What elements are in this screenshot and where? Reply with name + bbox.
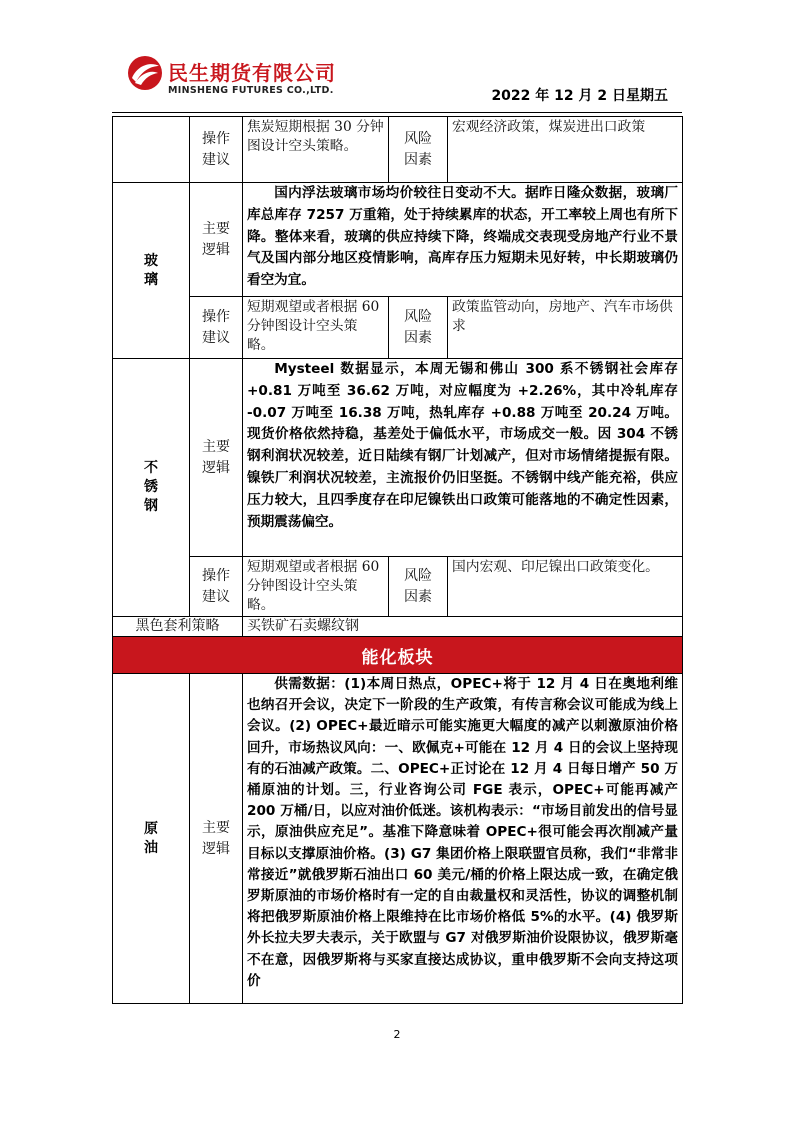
glass-logic-text: 国内浮法玻璃市场均价较往日变动不大。据昨日隆众数据，玻璃厂库总库存 7257 万重箱，处于持续累库的状态，开工率较上周也有所下降。整体来看，玻璃的供应持续下降，终端成交表现受房地产行业不景气及国内部分地区疫情影响，高库存压力短期未见好转，中长期玻璃仍看空为宜。 — [243, 183, 683, 297]
minsheng-logo-icon — [126, 54, 164, 92]
company-name-cn: 民生期货有限公司 — [168, 61, 336, 85]
glass-category: 玻 璃 — [113, 183, 190, 359]
glass-risk-text: 政策监管动向，房地产、汽车市场供求 — [448, 297, 683, 359]
report-date: 2022 年 12 月 2 日星期五 — [491, 88, 668, 104]
coke-operation-row — [113, 117, 683, 183]
header-divider — [112, 112, 682, 113]
crude-logic-text: 供需数据：(1)本周日热点，OPEC+将于 12 月 4 日在奥地利维也纳召开会议，决定下一阶段的生产政策，有传言称会议可能成为线上会议。(2) OPEC+最近暗示可能实施更大幅度的减产以刺激原油价格回升，市场热议风向：一、欧佩克+可能在 12 月 4 日的会议上坚持现有的石油减产政策。二、OPEC+正讨论在 12 月 4 日每日增产 50 万桶原油的计划。三，行业咨询公司 FGE 表示，OPEC+可能再减产 200 万桶/日，以应对油价低迷。该机构表示：“市场目前发出的信号显示，原油供应充足”。基准下降意味着 OPEC+很可能会再次削减产量目标以支撑原油价格。(3) G7 集团价格上限联盟官员称，我们“非常非常接近”就俄罗斯石油出口 60 美元/桶的价格上限达成一致，在确定俄罗斯原油的市场价格时有一定的自由裁量权和灵活性，协议的调整机制将把俄罗斯原油价格上限维持在比市场价格低 5%的水平。(4) 俄罗斯外长拉夫罗夫表示，关于欧盟与 G7 对俄罗斯油价设限协议，俄罗斯毫不在意，因俄罗斯将与买家直接达成协议，重申俄罗斯不会向支持这项价 — [243, 674, 683, 1004]
risk-label: 风险 因素 — [389, 297, 448, 359]
stainless-operation-row — [113, 557, 683, 617]
company-logo — [126, 54, 366, 104]
coke-category-cell — [113, 117, 190, 183]
stainless-logic-row — [113, 359, 683, 557]
operation-label: 操作 建议 — [190, 557, 243, 617]
stainless-category: 不 锈 钢 — [113, 359, 190, 617]
stainless-risk-text: 国内宏观、印尼镍出口政策变化。 — [448, 557, 683, 617]
operation-label: 操作 建议 — [190, 297, 243, 359]
stainless-operation-text: 短期观望或者根据 60 分钟图设计空头策略。 — [243, 557, 389, 617]
crude-category: 原 油 — [113, 674, 190, 1004]
page-number: 2 — [393, 1028, 401, 1041]
energy-section-title: 能化板块 — [113, 637, 683, 674]
coke-operation-text: 焦炭短期根据 30 分钟图设计空头策略。 — [243, 117, 389, 183]
glass-logic-row — [113, 183, 683, 297]
crude-logic-row — [113, 674, 683, 1004]
black-arbitrage-label: 黑色套利策略 — [113, 617, 243, 637]
energy-section-row — [113, 637, 683, 674]
stainless-logic-text: Mysteel 数据显示，本周无锡和佛山 300 系不锈钢社会库存 +0.81 万吨至 36.62 万吨，对应幅度为 +2.26%，其中冷轧库存 -0.07 万吨至 16.38 万吨，热轧库存 +0.88 万吨至 20.24 万吨。现货价格依然持稳，基差处于偏低水平，市场成交一般。因 304 不锈钢利润状况较差，近日陆续有钢厂计划减产，但对市场情绪提振有限。镍铁厂利润状况较差，主流报价仍旧坚挺。不锈钢中线产能充裕，供应压力较大，且四季度存在印尼镍铁出口政策可能落地的不确定性因素，预期震荡偏空。 — [243, 359, 683, 557]
coke-risk-text: 宏观经济政策，煤炭进出口政策 — [448, 117, 683, 183]
glass-operation-text: 短期观望或者根据 60 分钟图设计空头策略。 — [243, 297, 389, 359]
operation-label: 操作 建议 — [190, 117, 243, 183]
logic-label: 主要 逻辑 — [190, 674, 243, 1004]
logic-label: 主要 逻辑 — [190, 359, 243, 557]
logic-label: 主要 逻辑 — [190, 183, 243, 297]
risk-label: 风险 因素 — [389, 117, 448, 183]
company-name-en: MINSHENG FUTURES CO.,LTD. — [168, 85, 334, 96]
risk-label: 风险 因素 — [389, 557, 448, 617]
black-arbitrage-row — [113, 617, 683, 637]
strategy-table — [112, 116, 683, 1004]
glass-operation-row — [113, 297, 683, 359]
black-arbitrage-value: 买铁矿石卖螺纹钢 — [243, 617, 683, 637]
